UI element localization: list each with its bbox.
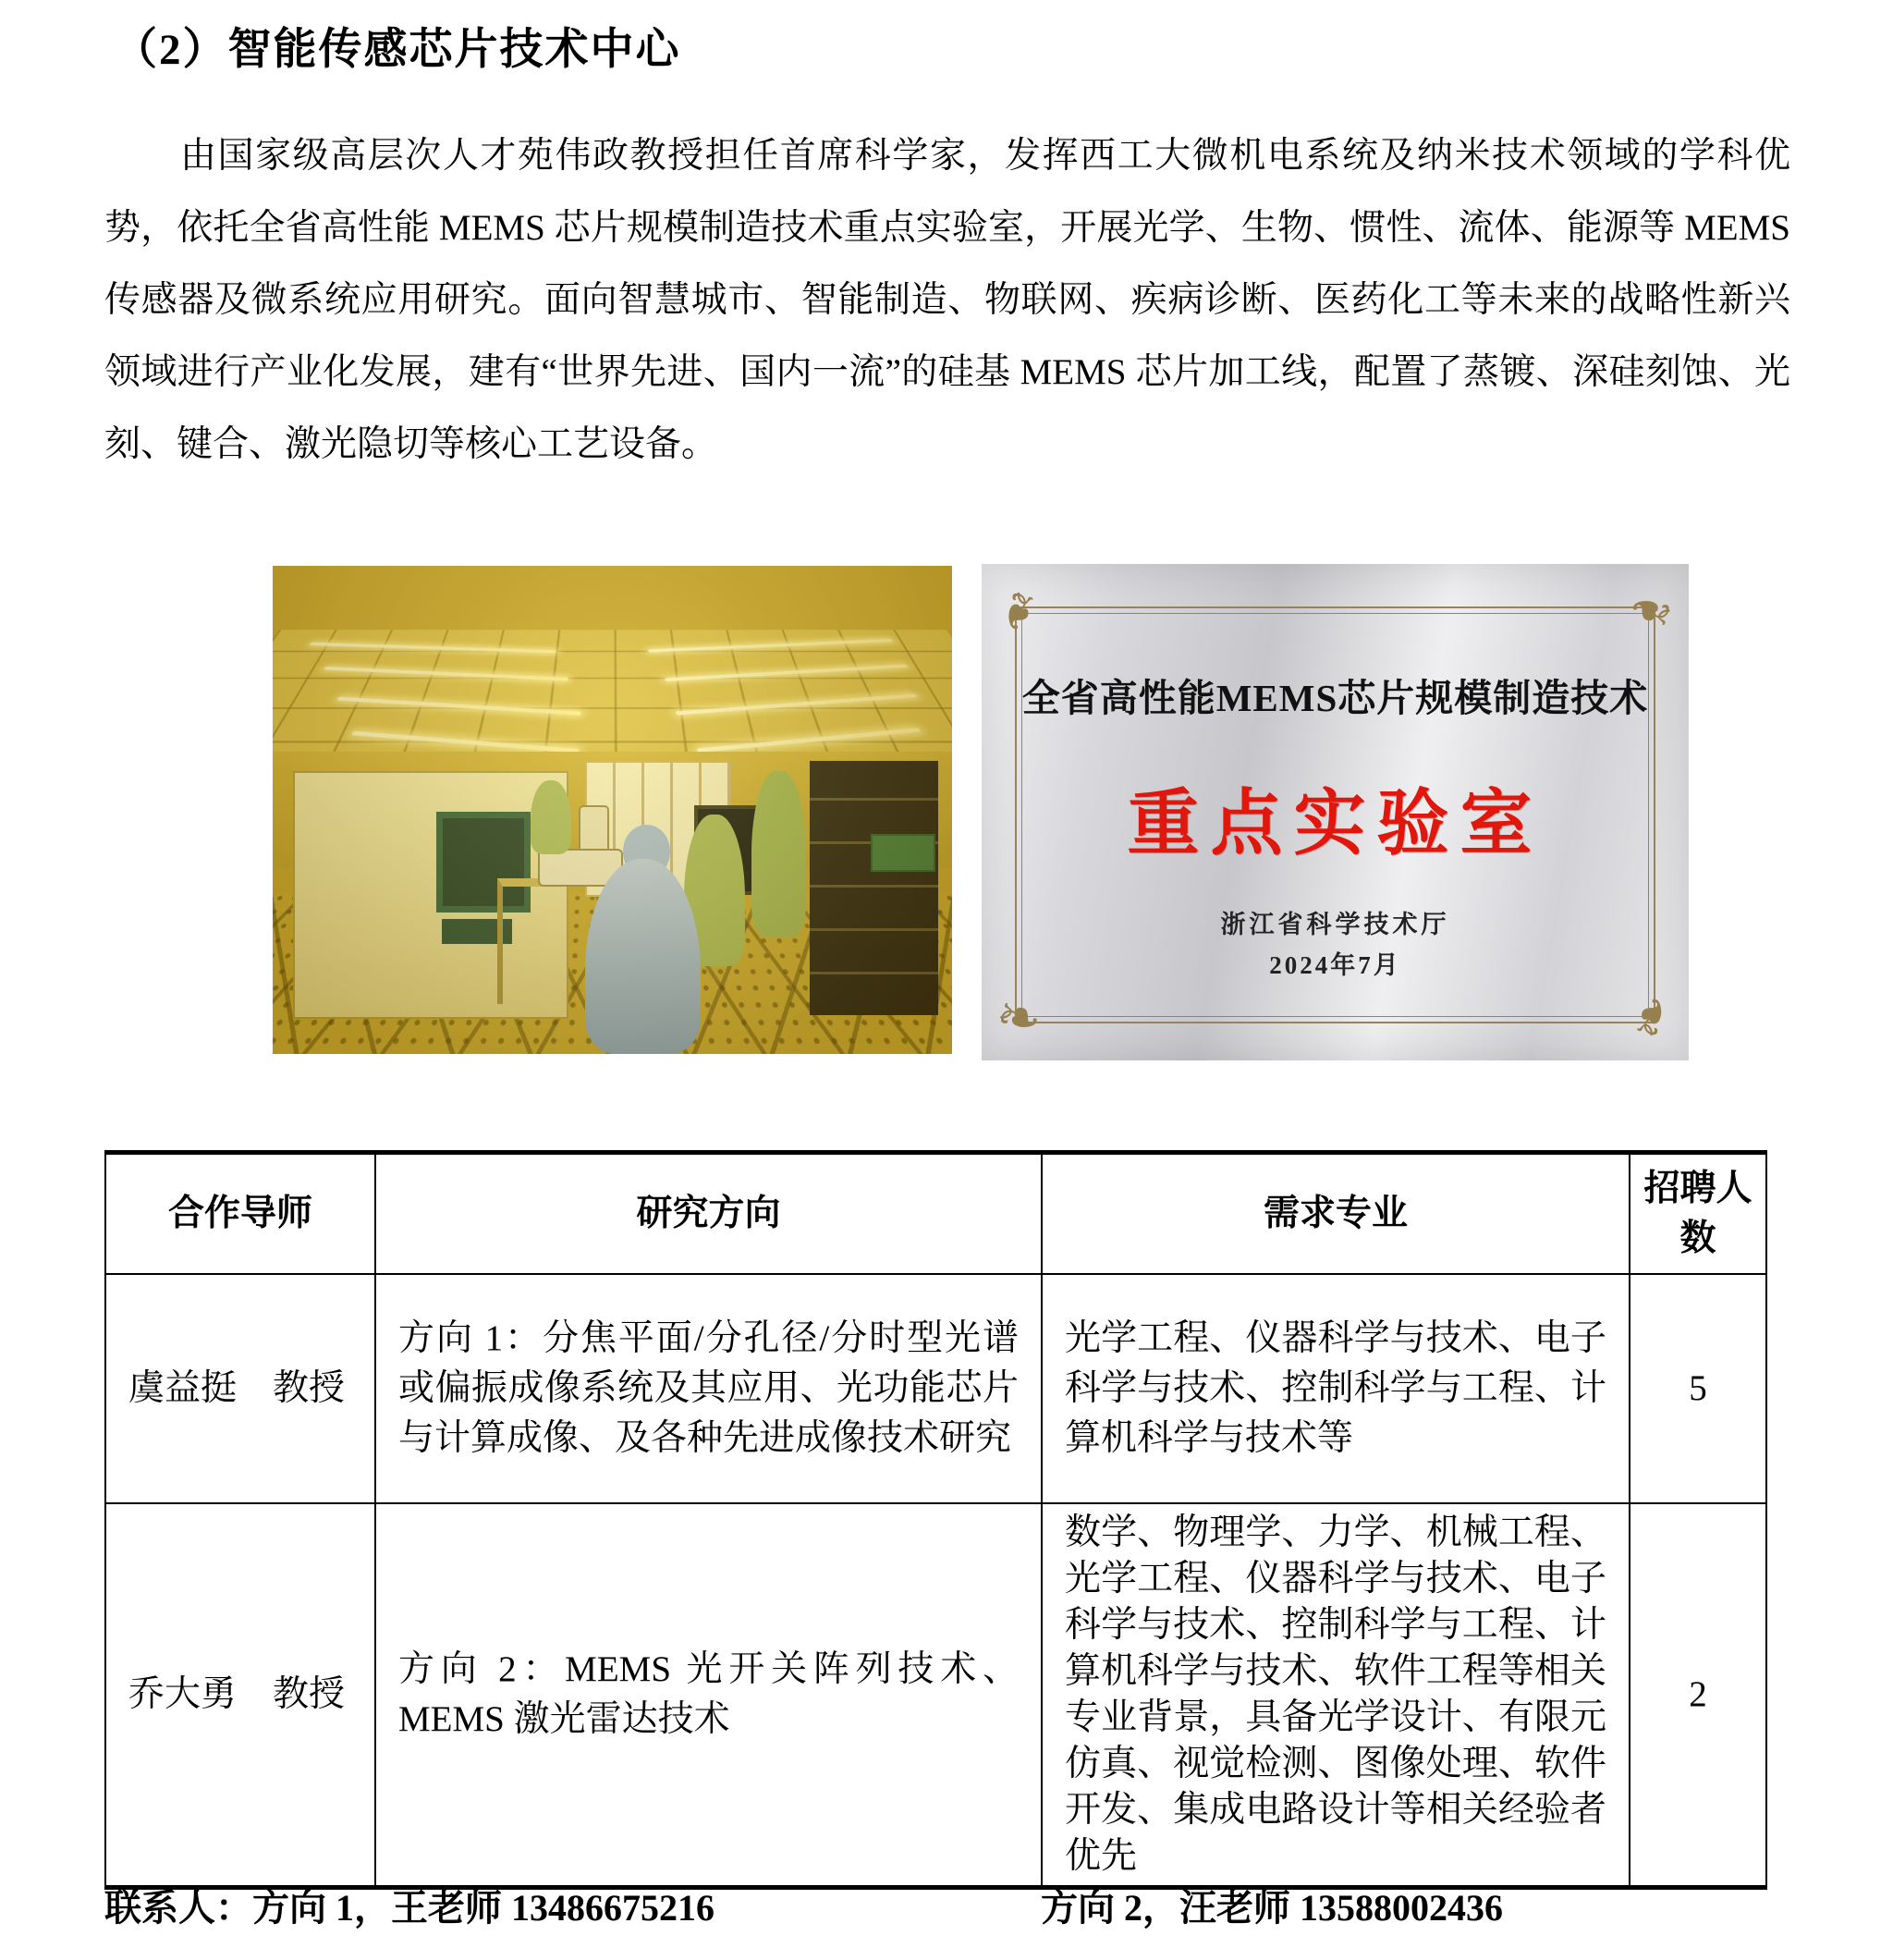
light-strip-icon xyxy=(664,664,907,681)
certificate-highlight: 重点实验室 xyxy=(1127,783,1544,864)
table-row xyxy=(105,1274,1766,1503)
header-majors: 需求专业 xyxy=(1042,1153,1630,1275)
laboratory-certificate xyxy=(982,564,1689,1060)
light-strip-icon xyxy=(310,643,557,654)
research-direction: 方向 2：MEMS 光开关阵列技术、MEMS 激光雷达技术 xyxy=(375,1503,1042,1888)
corner-flourish-icon: ❧ xyxy=(983,583,1055,639)
mentor-name: 乔大勇 教授 xyxy=(105,1503,375,1888)
corner-flourish-icon: ❧ xyxy=(991,982,1047,1052)
light-strip-icon xyxy=(323,667,568,681)
light-strip-icon xyxy=(676,693,918,716)
recruit-count: 5 xyxy=(1630,1274,1766,1503)
table-row xyxy=(105,1503,1766,1888)
corner-flourish-icon: ❧ xyxy=(1616,989,1687,1045)
research-direction: 方向 1：分焦平面/分孔径/分时型光谱或偏振成像系统及其应用、光功能芯片与计算成像、及各种先进成像技术研究 xyxy=(375,1274,1042,1503)
recruitment-table xyxy=(104,1150,1767,1890)
contact-direction1: 联系人：方向 1，王老师 13486675216 xyxy=(104,1887,714,1929)
light-strip-icon xyxy=(351,730,579,753)
recruit-count: 2 xyxy=(1630,1503,1766,1888)
certificate-issuer: 浙江省科学技术厅 xyxy=(1220,911,1450,938)
mentor-name: 虞益挺 教授 xyxy=(105,1274,375,1503)
certificate-title: 全省高性能MEMS芯片规模制造技术 xyxy=(1021,677,1649,719)
light-strip-icon xyxy=(697,728,922,753)
intro-paragraph: 由国家级高层次人才苑伟政教授担任首席科学家，发挥西工大微机电系统及纳米技术领域的学科优势，依托全省高性能 MEMS 芯片规模制造技术重点实验室，开展光学、生物、惯性、流体、能源等 MEMS 传感器及微系统应用研究。面向智慧城市、智能制造、物联网、疾病诊断、医药化工等未来的战略性新兴领域进行产业化发展，建有“世界先进、国内一流”的硅基 MEMS 芯片加工线，配置了蒸镀、深硅刻蚀、光刻、键合、激光隐切等核心工艺设备。 xyxy=(104,136,1790,464)
equipment-rack xyxy=(810,761,939,1015)
light-strip-icon xyxy=(647,639,892,653)
certificate-date: 2024年7月 xyxy=(1269,951,1401,979)
light-strip-icon xyxy=(336,696,581,715)
header-count: 招聘人数 xyxy=(1630,1153,1766,1275)
section-heading: （2）智能传感芯片技术中心 xyxy=(114,26,681,74)
header-mentor: 合作导师 xyxy=(105,1153,375,1275)
technician-figure xyxy=(751,771,806,937)
required-majors: 光学工程、仪器科学与技术、电子科学与技术、控制科学与工程、计算机科学与技术等 xyxy=(1042,1274,1630,1503)
contact-direction2: 方向 2，汪老师 13588002436 xyxy=(1041,1887,1503,1929)
green-crate xyxy=(871,834,935,872)
header-direction: 研究方向 xyxy=(375,1153,1042,1275)
required-majors: 数学、物理学、力学、机械工程、光学工程、仪器科学与技术、电子科学与技术、控制科学与工程、计算机科学与技术、软件工程等相关专业背景，具备光学设计、有限元仿真、视觉检测、图像处理、软件开发、集成电路设计等相关经验者优先 xyxy=(1042,1503,1630,1888)
cleanroom-photo xyxy=(273,566,952,1054)
table-header-row xyxy=(105,1153,1766,1275)
corner-flourish-icon: ❧ xyxy=(1623,576,1679,646)
contact-line xyxy=(104,1879,1765,1943)
technician-figure xyxy=(531,780,571,853)
